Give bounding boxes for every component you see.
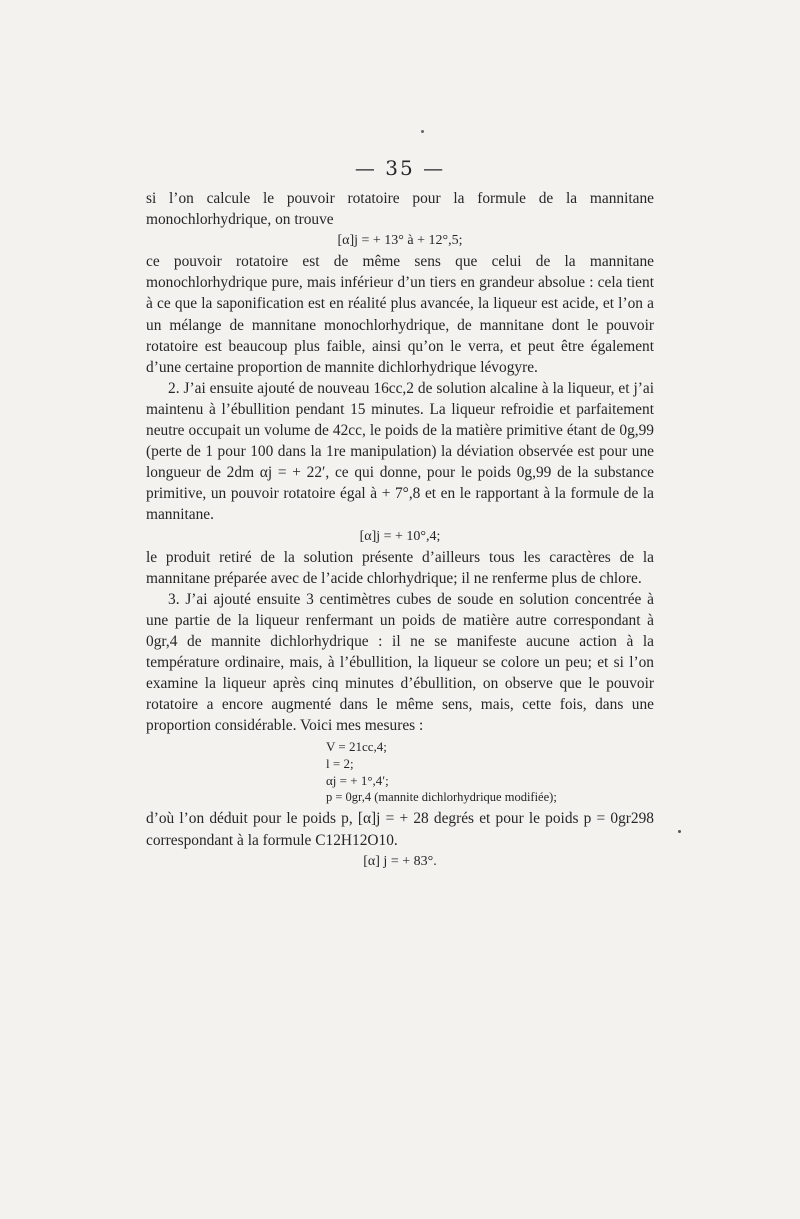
paragraph: 2. J’ai ensuite ajouté de nouveau 16cc,2 de solution alcaline à la liqueur, et j’ai maintenu à l’ébullition pendant 15 minutes. La liqueur refroidie et parfaitement neutre occupait un volume de 42cc, le poids de la matière primitive étant de 0g,99 (perte de 1 pour 100 dans la 1re manipulation) la déviation observée est pour une longueur de 2dm αj = + 22′, ce qui donne, pour le poids 0g,99 de la substance primitive, un pouvoir rotatoire égal à + 7°,8 et en le rapportant à la formule de la mannitane. (146, 379, 654, 524)
equation: [α] j = + 83°. (363, 853, 437, 869)
measurement-weight: p = 0gr,4 (mannite dichlorhydrique modifiée); (326, 790, 557, 805)
ink-speck (421, 130, 424, 133)
equation: [α]j = + 13° à + 12°,5; (337, 233, 463, 249)
equation: [α]j = + 10°,4; (359, 528, 441, 544)
ink-speck (678, 830, 681, 833)
paragraph: si l’on calcule le pouvoir rotatoire pour la formule de la mannitane monochlorhydrique, on trouve (146, 190, 654, 229)
measurement-length: l = 2; (326, 756, 354, 772)
measurement-deviation: αj = + 1°,4′; (326, 773, 389, 789)
paragraph: d’où l’on déduit pour le poids p, [α]j = + 28 degrés et pour le poids p = 0gr298 correspondant à la formule C12H12O10. (146, 810, 654, 849)
measurements (326, 738, 654, 806)
body-text (146, 188, 654, 872)
paragraph: le produit retiré de la solution présente d’ailleurs tous les caractères de la mannitane préparée avec de l’acide chlorhydrique; il ne renferme plus de chlore. (146, 548, 654, 587)
page-number: — 35 — (354, 156, 446, 180)
paragraph: 3. J’ai ajouté ensuite 3 centimètres cubes de soude en solution concentrée à une partie de la liqueur renfermant un poids de matière autre correspondant à 0gr,4 de mannite dichlorhydrique : il ne se manifeste aucune action à la température ordinaire, mais, à l’ébullition, la liqueur se colore un peu; et si l’on examine la liqueur après cinq minutes d’ébullition, on observe que le pouvoir rotatoire a encore augmenté dans le même sens, mais, cette fois, dans une proportion considérable. Voici mes mesures : (146, 590, 654, 735)
paragraph: ce pouvoir rotatoire est de même sens que celui de la mannitane monochlorhydrique pure, mais inférieur d’un tiers en grandeur absolue : cela tient à ce que la saponification est en réalité plus avancée, la liqueur est acide, et l’on a un mélange de mannitane monochlorhydrique, de mannitane dont le pouvoir rotatoire est beaucoup plus faible, ainsi qu’on le verra, et peut être également d’une certaine proportion de mannite dichlorhydrique lévogyre. (146, 253, 654, 376)
measurement-volume: V = 21cc,4; (326, 739, 387, 755)
